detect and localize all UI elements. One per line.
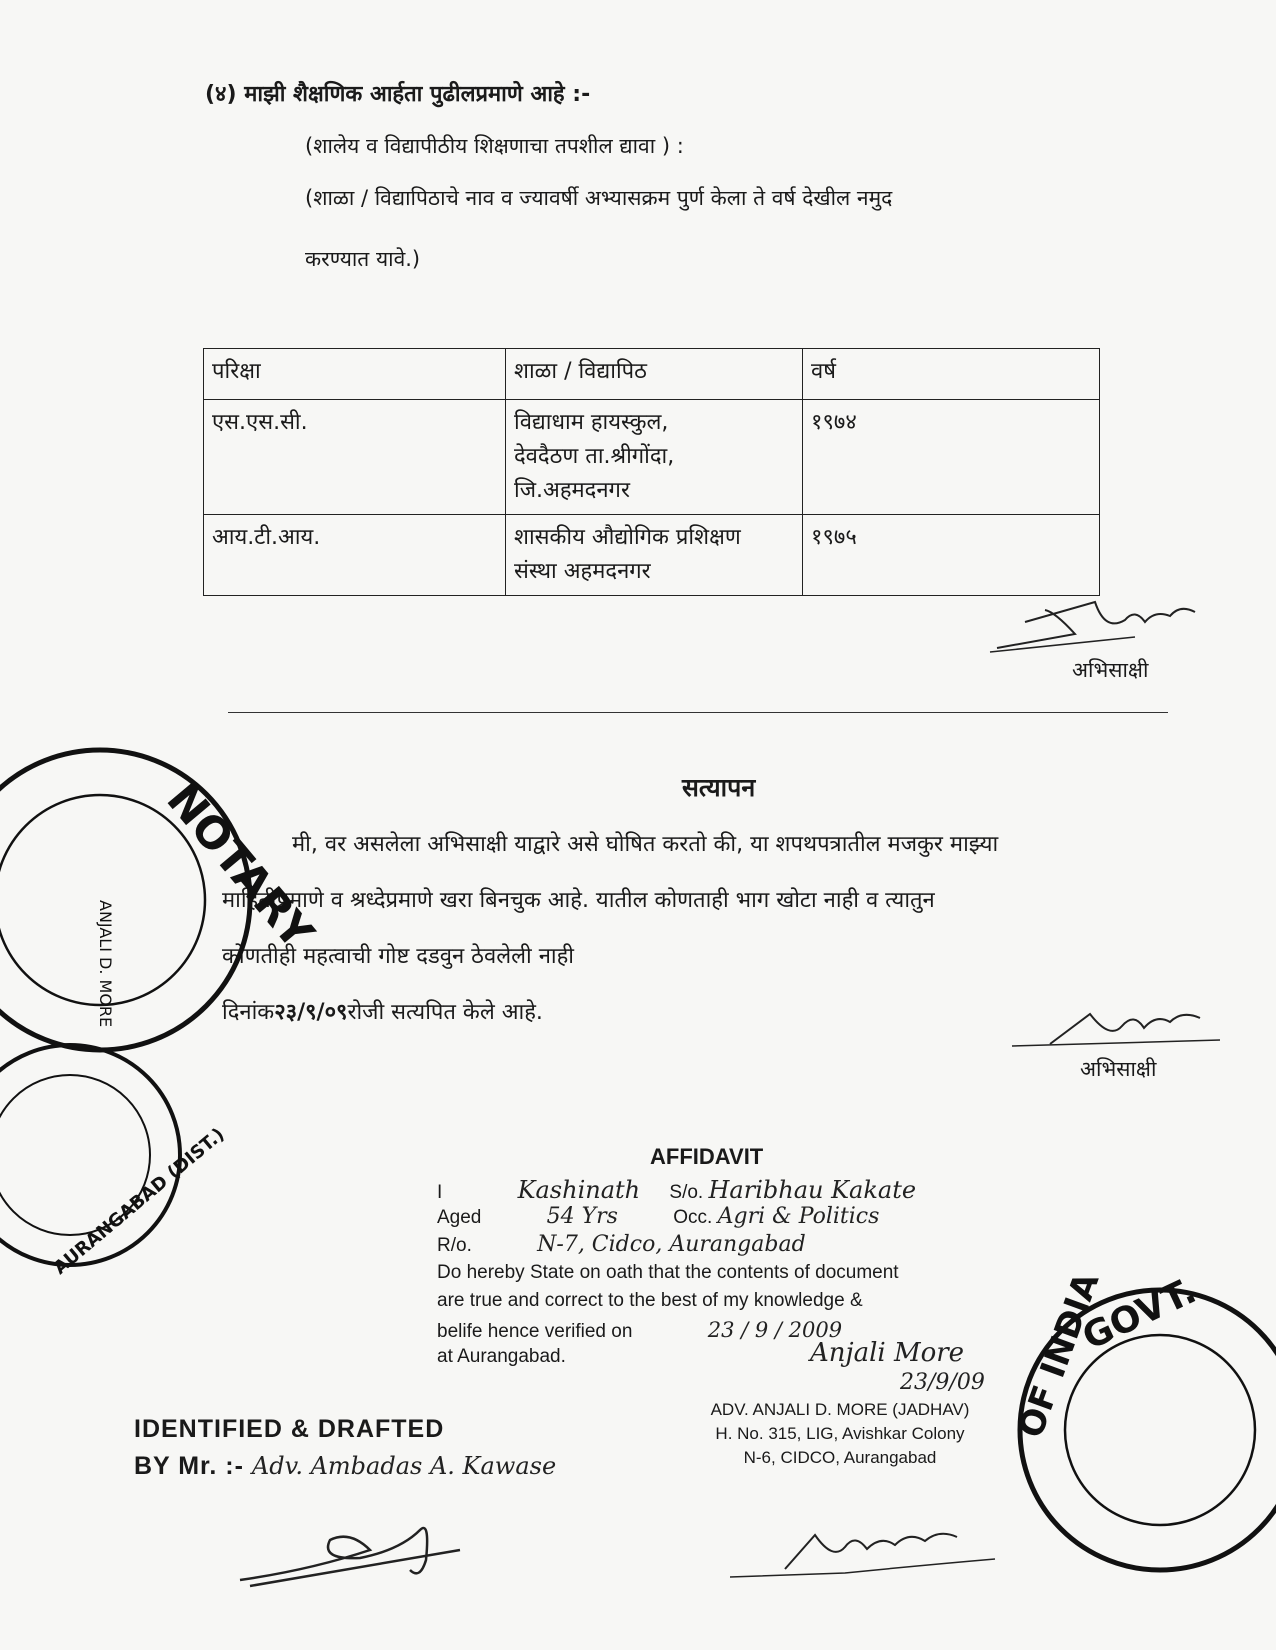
school-line: जि.अहमदनगर xyxy=(514,478,630,503)
signature-label-1: अभिसाक्षी xyxy=(1072,658,1149,682)
verification-line-2: माहितीप्रमाणे व श्रध्देप्रमाणे खरा बिनचुक आहे. यातील कोणताही भाग खोटा नाही व त्यातुन xyxy=(222,888,935,913)
section-note-2: (शाळा / विद्यापिठाचे नाव व ज्यावर्षी अभ्यासक्रम पुर्ण केला ते वर्ष देखील नमुद xyxy=(305,186,893,210)
school-line: शासकीय औद्योगिक प्रशिक्षण xyxy=(514,525,741,550)
occ-label: Occ. xyxy=(673,1207,713,1228)
verification-title: सत्यापन xyxy=(682,773,756,802)
deponent-name: Kashinath xyxy=(517,1176,641,1204)
school-line: संस्था अहमदनगर xyxy=(514,559,651,584)
school-line: देवदैठण ता.श्रीगोंदा, xyxy=(514,444,675,469)
cell-year: १९७४ xyxy=(803,400,1100,515)
registration-seal-stamp xyxy=(0,1045,229,1285)
drafter-name: Adv. Ambadas A. Kawase xyxy=(251,1452,557,1480)
affidavit-oath-line: Do hereby State on oath that the contents of document xyxy=(437,1262,899,1283)
section-heading: (४) माझी शैक्षणिक आर्हता पुढीलप्रमाणे आहे :- xyxy=(205,82,591,107)
cell-exam: एस.एस.सी. xyxy=(204,400,506,515)
i-label: I xyxy=(437,1182,443,1203)
advocate-name: ADV. ANJALI D. MORE (JADHAV) xyxy=(710,1400,970,1419)
cell-exam: आय.टी.आय. xyxy=(204,515,506,596)
affidavit-residence-line xyxy=(437,1232,1057,1257)
occupation: Agri & Politics xyxy=(717,1204,880,1229)
notary-sign-date: 23/9/09 xyxy=(900,1370,985,1395)
affidavit-title: AFFIDAVIT xyxy=(650,1144,764,1169)
identified-heading: IDENTIFIED & DRAFTED xyxy=(134,1415,445,1443)
affidavit-aged-line xyxy=(437,1204,1057,1229)
residence: N-7, Cidco, Aurangabad xyxy=(537,1232,806,1257)
advocate-address-1: H. No. 315, LIG, Avishkar Colony xyxy=(715,1424,965,1443)
identified-by-line xyxy=(134,1452,694,1481)
affidavit-true-line: are true and correct to the best of my knowledge & xyxy=(437,1290,863,1311)
verification-line-1: मी, वर असलेला अभिसाक्षी याद्वारे असे घोषित करतो की, या शपथपत्रातील मजकुर माझ्या xyxy=(292,832,999,857)
header-year: वर्ष xyxy=(803,349,1100,400)
svg-text:GOVT.: GOVT. xyxy=(1076,1270,1203,1359)
drafter-signature xyxy=(230,1500,490,1590)
table-row xyxy=(204,400,1100,515)
cell-year: १९७५ xyxy=(803,515,1100,596)
by-label: BY Mr. :- xyxy=(134,1452,244,1480)
affidavit-name-line xyxy=(437,1176,1057,1204)
deponent-signature-3 xyxy=(725,1515,1005,1585)
cell-school xyxy=(506,515,803,596)
header-exam: परिक्षा xyxy=(204,349,506,400)
svg-text:ANJALI D. MORE: ANJALI D. MORE xyxy=(96,900,115,1028)
date-suffix: रोजी सत्यपित केले आहे. xyxy=(347,1000,543,1025)
verification-date: २३/९/०९ xyxy=(274,1000,348,1025)
signature-label-2: अभिसाक्षी xyxy=(1080,1057,1157,1081)
table-row xyxy=(204,515,1100,596)
divider xyxy=(228,712,1168,713)
deponent-signature-1 xyxy=(985,592,1225,662)
so-label: S/o. xyxy=(669,1182,704,1203)
date-prefix: दिनांक xyxy=(222,1000,275,1025)
svg-text:NOTARY: NOTARY xyxy=(156,774,324,959)
table-header-row xyxy=(204,349,1100,400)
aged-label: Aged xyxy=(437,1207,482,1228)
govt-of-india-stamp xyxy=(1010,1267,1276,1570)
ro-label: R/o. xyxy=(437,1235,472,1256)
notary-signature: Anjali More xyxy=(810,1338,965,1368)
affidavit-at-line: at Aurangabad. xyxy=(437,1346,566,1367)
svg-text:AURANGABAD (DIST.): AURANGABAD (DIST.) xyxy=(49,1123,229,1279)
advocate-address-2: N-6, CIDCO, Aurangabad xyxy=(743,1448,937,1467)
education-table xyxy=(203,348,1100,596)
father-name: Haribhau Kakate xyxy=(708,1176,917,1204)
deponent-signature-2 xyxy=(1010,1000,1230,1060)
section-note-3: करण्यात यावे.) xyxy=(305,247,421,271)
deponent-age: 54 Yrs xyxy=(546,1204,618,1229)
cell-school xyxy=(506,400,803,515)
section-note-1: (शालेय व विद्यापीठीय शिक्षणाचा तपशील द्यावा ) : xyxy=(305,134,684,158)
verification-line-3: कोणतीही महत्वाची गोष्ट दडवुन ठेवलेली नाही xyxy=(222,944,575,969)
header-school: शाळा / विद्यापिठ xyxy=(506,349,803,400)
belife-text: belife hence verified on xyxy=(437,1321,633,1342)
affidavit-date: 23 / 9 / 2009 xyxy=(707,1318,843,1342)
school-line: विद्याधाम हायस्कुल, xyxy=(514,410,669,435)
svg-text:OF INDIA: OF INDIA xyxy=(1010,1267,1108,1444)
